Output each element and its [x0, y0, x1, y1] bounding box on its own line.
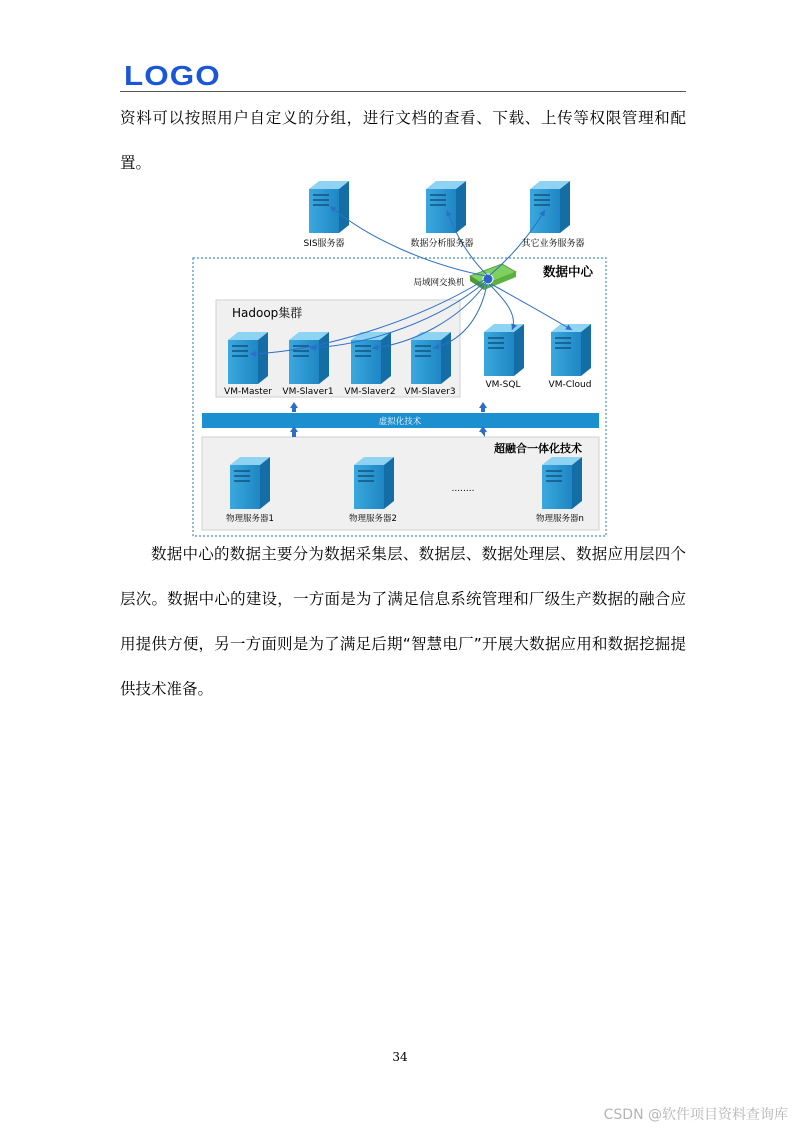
paragraph-datacenter: 数据中心的数据主要分为数据采集层、数据层、数据处理层、数据应用层四个层次。数据中心的建设，一方面是为了满足信息系统管理和厂级生产数据的融合应用提供方便，另一方面则是为了满足后期“智慧电厂”开展大数据应用和数据挖掘提供技术准备。 [120, 545, 686, 698]
hadoop-cluster-label: Hadoop集群 [232, 306, 303, 320]
physical-server-1-label: 物理服务器1 [226, 514, 274, 524]
vm-sql-label: VM-SQL [485, 380, 521, 390]
link-to-vm-cloud [491, 284, 572, 330]
vm-master-label: VM-Master [224, 387, 272, 397]
analysis-server-icon [426, 181, 466, 233]
vm-cloud-server-icon [551, 324, 591, 376]
physical-server-1-icon [230, 457, 270, 509]
vm-slaver2-label: VM-Slaver2 [344, 387, 396, 397]
physical-server-n-icon [542, 457, 582, 509]
other-business-server-icon [530, 181, 570, 233]
watermark: CSDN @软件项目资料查询库 [603, 1107, 788, 1123]
vm-slaver3-label: VM-Slaver3 [404, 387, 456, 397]
vm-slaver1-label: VM-Slaver1 [282, 387, 334, 397]
logo: LOGO [124, 60, 221, 91]
vm-slaver3-server-icon [411, 332, 451, 384]
datacenter-diagram [0, 0, 800, 545]
physical-server-2-icon [354, 457, 394, 509]
other-business-server-label: 其它业务服务器 [521, 239, 585, 249]
vm-slaver2-server-icon [351, 332, 391, 384]
lan-switch-icon [470, 264, 516, 290]
analysis-server-label: 数据分析服务器 [410, 239, 474, 249]
paragraph-permissions: 资料可以按照用户自定义的分组，进行文档的查看、下载、上传等权限管理和配置。 [120, 109, 686, 172]
link-to-vm-sql [489, 284, 513, 330]
vm-cloud-label: VM-Cloud [548, 380, 592, 390]
physical-server-n-label: 物理服务器n [536, 514, 584, 524]
switch-label: 局域网交换机 [413, 278, 465, 288]
vm-sql-server-icon [484, 324, 524, 376]
physical-server-2-label: 物理服务器2 [349, 514, 397, 524]
sis-server-label: SIS服务器 [303, 239, 345, 249]
ellipsis: ........ [451, 484, 475, 494]
sis-server-icon [309, 181, 349, 233]
datacenter-label: 数据中心 [542, 264, 594, 279]
vm-master-server-icon [228, 332, 268, 384]
virtualization-label: 虚拟化技术 [378, 417, 422, 427]
page-number: 34 [392, 1050, 408, 1064]
vm-slaver1-server-icon [289, 332, 329, 384]
hci-label: 超融合一体化技术 [494, 442, 582, 455]
